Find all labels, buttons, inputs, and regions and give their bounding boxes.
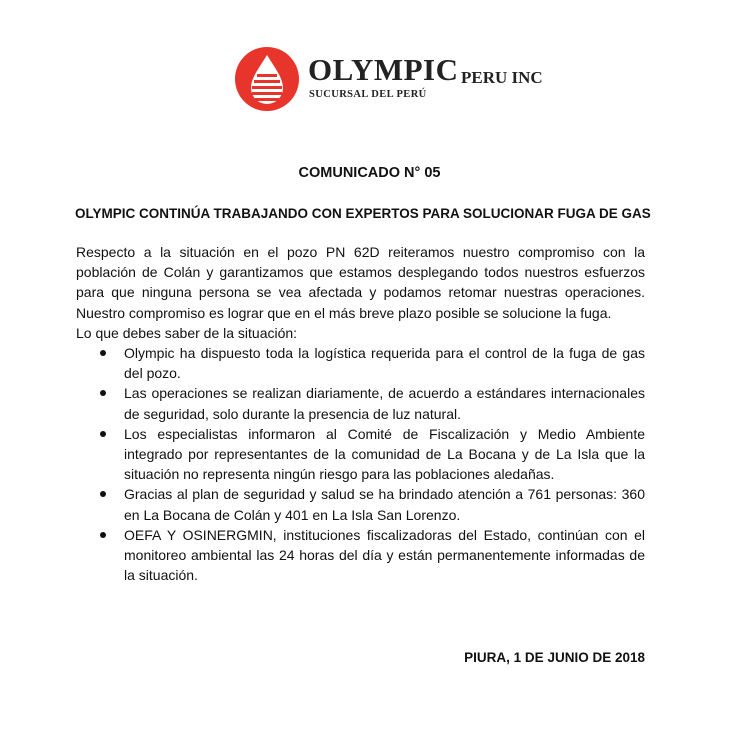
bullet-icon	[100, 532, 106, 538]
bullet-icon	[100, 350, 106, 356]
bullet-icon	[100, 431, 106, 437]
list-heading: Lo que debes saber de la situación:	[76, 324, 298, 341]
list-item-text: OEFA Y OSINERGMIN, instituciones fiscalizadoras del Estado, continúan con el monitoreo ambiental las 24 horas del día y están permanentemente informadas de la situación.	[124, 526, 645, 584]
list-item	[124, 525, 645, 586]
document-title: COMUNICADO N° 05	[298, 165, 441, 181]
key-points-list	[76, 343, 645, 585]
company-suffix: PERU INC	[461, 68, 543, 87]
list-item-text: Gracias al plan de seguridad y salud se ha brindado atención a 761 personas: 360 en La Bocana de Colán y 401 en La Isla San Lorenzo.	[124, 486, 645, 523]
company-branch: SUCURSAL DEL PERÚ	[309, 89, 427, 100]
list-item	[124, 424, 645, 485]
list-item-text: Los especialistas informaron al Comité de Fiscalización y Medio Ambiente integrado por representantes de la comunidad de La Bocana y de La Isla que la situación no representa ningún riesgo para las poblaciones aledañas.	[124, 425, 645, 483]
place-date: PIURA, 1 DE JUNIO DE 2018	[464, 650, 645, 665]
bullet-icon	[100, 491, 106, 497]
list-item-text: Las operaciones se realizan diariamente, de acuerdo a estándares internacionales de seguridad, solo durante la presencia de luz natural.	[124, 385, 645, 422]
list-item-text: Olympic ha dispuesto toda la logística requerida para el control de la fuga de gas del pozo.	[124, 345, 645, 382]
company-logo	[232, 46, 552, 112]
list-item	[124, 484, 645, 524]
intro-paragraph: Respecto a la situación en el pozo PN 62D reiteramos nuestro compromiso con la población de Colán y garantizamos que estamos desplegando todos nuestros esfuerzos para que ninguna persona se vea afectada y podamos retomar nuestras operaciones. Nuestro compromiso es lograr que en el más breve plazo posible se solucione la fuga.	[76, 244, 645, 321]
document-body	[76, 242, 645, 585]
list-item	[124, 383, 645, 423]
document-subtitle: OLYMPIC CONTINÚA TRABAJANDO CON EXPERTOS PARA SOLUCIONAR FUGA DE GAS	[75, 206, 651, 221]
oil-drop-logo-icon	[232, 46, 302, 112]
company-name: OLYMPIC	[308, 52, 459, 87]
list-item	[124, 343, 645, 383]
bullet-icon	[100, 390, 106, 396]
